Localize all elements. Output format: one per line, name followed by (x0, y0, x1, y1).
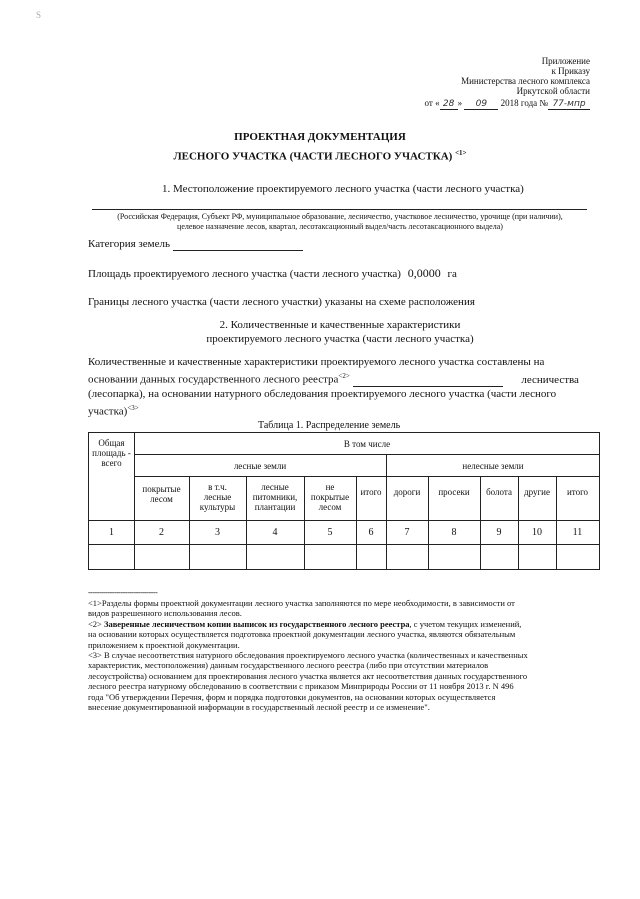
section2-heading-line1: 2. Количественные и качественные характеристики (219, 319, 461, 331)
fn2-mark: <2> (88, 618, 102, 629)
colnum-8: 8 (451, 527, 457, 538)
fn2-line3: приложением к проектной документации. (88, 639, 240, 650)
table-data-row[interactable] (89, 545, 599, 569)
col-cultures-l3: культуры (199, 502, 236, 512)
fn3-line2: характеристик, местоположения) данным государственного лесного реестра (либо при отсутствии материалов (88, 660, 489, 671)
header-total-line2: площадь - (92, 448, 131, 458)
para-line2-b: лесничества (521, 373, 579, 386)
date-month: 09 (464, 99, 498, 110)
colnum-11: 11 (572, 527, 583, 538)
col-swamps: болота (486, 487, 512, 497)
para-line1: Количественные и качественные характеристики проектируемого лесного участка составлены на (88, 356, 545, 368)
col-nursery-l1: лесные (261, 482, 289, 492)
colnum-2: 2 (159, 527, 164, 538)
borders-text: Границы лесного участка (части лесного участки) указаны на схеме расположения (88, 296, 475, 308)
doc-title-text: ЛЕСНОГО УЧАСТКА (ЧАСТИ ЛЕСНОГО УЧАСТКА) (173, 150, 453, 163)
col-nursery-l3: плантации (254, 502, 296, 512)
header-including: В том числе (343, 439, 391, 449)
para-line4 (88, 401, 608, 419)
category-row (88, 237, 303, 251)
section2-para (88, 355, 608, 418)
colnum-7: 7 (404, 527, 410, 538)
colnum-1: 1 (109, 527, 114, 538)
col-cultures-l2: лесные (203, 492, 232, 502)
location-hint-line2: целевое назначение лесов, квартал, лесотаксационный выдел/часть лесотаксационного выдела) (177, 222, 503, 231)
para-line2-a: основании данных государственного лесного реестра (88, 373, 339, 386)
doc-title-note: <1> (455, 149, 467, 157)
location-hint-line1: (Российская Федерация, Субъект РФ, муниципальное образование, лесничество, участковое лесничество, урочище (при наличии), (117, 212, 563, 221)
date-prefix: от « (424, 98, 440, 108)
header-total-line1: Общая (98, 438, 125, 448)
footnotes (88, 598, 608, 712)
col-cultures-l1: в т.ч. (208, 482, 227, 492)
fn2-line2: на основании которых осуществляется подготовка проектной документации лесного участка, являются обязательным (88, 629, 516, 640)
approval-line3: Министерства лесного комплекса (461, 76, 590, 86)
category-field[interactable] (173, 238, 303, 251)
col-uncovered-l3: лесом (318, 502, 342, 512)
colnum-3: 3 (215, 527, 220, 538)
header-total-area (89, 438, 134, 468)
col-covered-l2: лесом (150, 494, 173, 504)
doc-title-line1: ПРОЕКТНАЯ ДОКУМЕНТАЦИЯ (234, 131, 406, 143)
fn3-line6: внесение документированной информации в государственный лесной реестр и се изменение". (88, 702, 430, 713)
para-line3: (лесопарка), на основании натурного обследования проектируемого лесного участка (части лесного (88, 387, 557, 400)
para-note3: <3> (127, 403, 139, 412)
fn2-rest: , с учетом текущих изменений, (409, 618, 522, 629)
area-unit: га (447, 268, 457, 280)
col-clearings: просеки (438, 487, 470, 497)
fn3-line1: <3> В случае несоответствия натурного обследования проектируемого лесного участка (количественных и качественных (88, 650, 528, 661)
date-year: 2018 года № (500, 98, 548, 108)
section1-heading: 1. Местоположение проектируемого лесного участка (части лесного участка) (162, 183, 524, 195)
area-value: 0,0000 (407, 266, 441, 280)
section2-heading-line2: проектируемого лесного участка (части лесного участка) (206, 333, 474, 345)
col-nursery (246, 482, 304, 512)
header-nonforest-lands: нелесные земли (462, 461, 524, 471)
col-nursery-l2: питомники, (252, 492, 298, 502)
para-line2 (88, 369, 608, 387)
land-distribution-table (88, 432, 600, 570)
scan-mark: S (36, 10, 42, 20)
forestry-field[interactable] (353, 375, 503, 387)
colnum-6: 6 (368, 527, 374, 538)
footnote-separator: -------------------------------- (88, 588, 158, 597)
fn1-line2: видов разрешенного использования лесов. (88, 608, 242, 619)
approval-line2: к Приказу (551, 66, 590, 76)
date-number: 77-мпр (548, 99, 590, 110)
fn1-line1: <1>Разделы формы проектной документации лесного участка заполняются по мере необходимости, в зависимости от (88, 598, 515, 608)
para-line4-text: участка) (88, 405, 128, 418)
date-day: 28 (440, 99, 458, 110)
colnum-9: 9 (496, 527, 502, 538)
col-uncovered (304, 482, 356, 512)
approval-line1: Приложение (541, 56, 590, 66)
para-note2: <2> (338, 372, 350, 380)
fn3-line4: лесного реестра натурному обследованию в соответствии с приказом Минприроды России от 11 ноября 2013 г. N 496 (88, 681, 514, 692)
colnum-4: 4 (272, 527, 278, 538)
header-forest-lands: лесные земли (233, 461, 287, 471)
col-covered-l1: покрытые (142, 484, 181, 494)
date-sep: » (457, 98, 465, 108)
col-covered (134, 484, 189, 504)
fn3-line5: года "Об утверждении Перечня, форм и порядка подготовки документов, на основании которых осуществляется (88, 691, 496, 702)
col-roads: дороги (393, 487, 421, 497)
category-label: Категория земель (88, 238, 170, 250)
col-cultures (189, 482, 246, 512)
fn2-bold: Заверенные лесничеством копии выписок из государственного лесного реестра (103, 618, 410, 629)
col-uncovered-l2: покрытые (310, 492, 350, 502)
location-hint (80, 212, 600, 232)
fn3-line3: лесоустройства) основанием для проектирования лесного участка является акт несоответствия данных государственного (88, 670, 528, 681)
location-line (92, 209, 587, 210)
fn2-line1 (88, 619, 608, 629)
col-total-nonforest: итого (566, 487, 589, 497)
table-caption: Таблица 1. Распределение земель (258, 420, 401, 431)
approval-line4: Иркутской области (516, 86, 590, 96)
approval-block (370, 56, 590, 110)
colnum-5: 5 (327, 527, 333, 538)
header-total-line3: всего (101, 458, 122, 468)
area-label: Площадь проектируемого лесного участка (части лесного участка) (88, 268, 401, 280)
col-other: другие (524, 487, 550, 497)
approval-date (370, 98, 590, 110)
col-uncovered-l1: не (325, 482, 335, 492)
doc-title-line2 (0, 146, 640, 164)
col-total-forest: итого (360, 487, 382, 497)
area-row (88, 266, 457, 281)
colnum-10: 10 (532, 527, 542, 538)
